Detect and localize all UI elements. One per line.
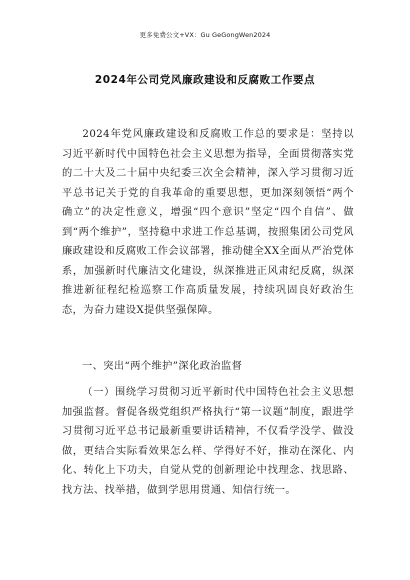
intro-paragraph: 2024年党风廉政建设和反腐败工作总的要求是：坚持以习近平新时代中国特色社会主义思想为指导，全面贯彻落实党的二十大及二十届中央纪委三次全会精神，深入学习贯彻习近平总书记关于党的自我革命的重要思想，更加深刻领悟“两个确立”的决定性意义，增强“四个意识”坚定“四个自信”、做到“两个维护”，坚持稳中求进工作总基调，按照集团公司党风廉政建设和反腐败工作会议部署，推动健全XX全面从严治党体系，加强新时代廉洁文化建设，纵深推进正风肃纪反腐，纵深推进新征程纪检巡察工作高质量发展，持续巩固良好政治生态，为奋力建设X提供坚强保障。 (62, 129, 354, 316)
header-note: 更多免费公文+VX：Gu GeGongWen2024 (139, 31, 271, 39)
document-title: 2024年公司党风廉政建设和反腐败工作要点 (94, 74, 316, 86)
section-heading: 一、突出“两个维护”深化政治监督 (82, 361, 243, 372)
subsection-paragraph: （一）围绕学习贯彻习近平新时代中国特色社会主义思想加强监督。督促各级党组织严格执行“第一议题”制度，跟进学习贯彻习近平总书记最新重要讲话精神，不仅看学没学、做没做，更结合实际看效果怎么样、学得好不好，推动在深化、内化、转化上下功夫，自觉从党的创新理论中找理念、找思路、找方法、找举措，做到学思用贯通、知信行统一。 (62, 387, 354, 496)
